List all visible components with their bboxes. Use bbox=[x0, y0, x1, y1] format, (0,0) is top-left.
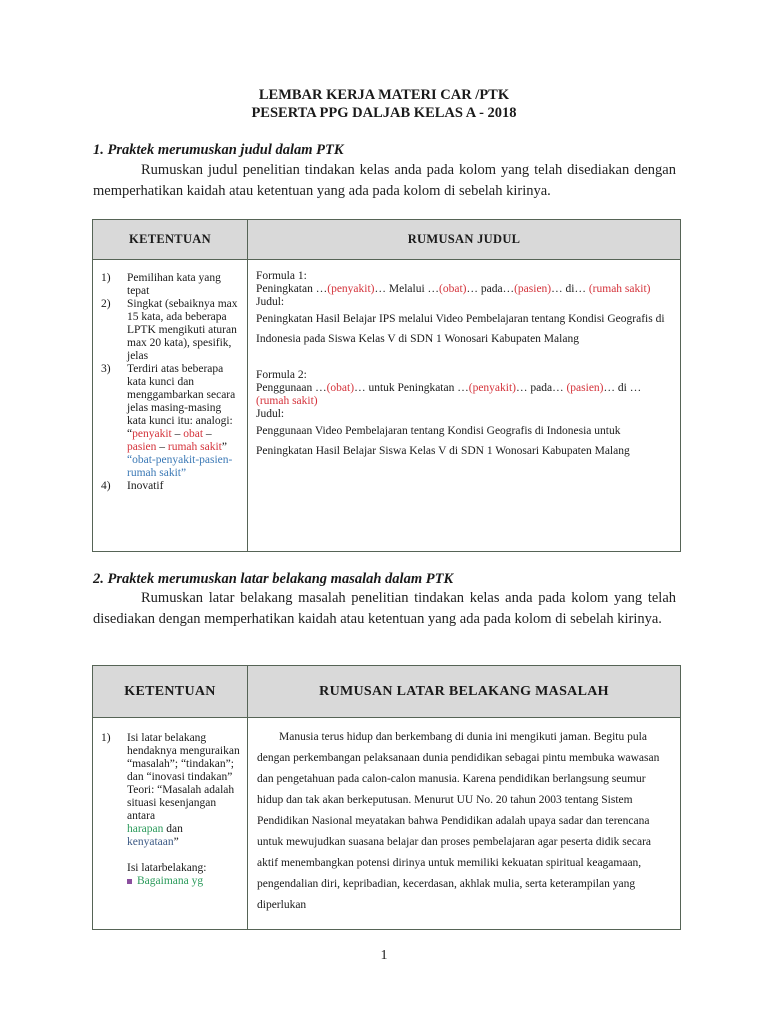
judul-table-header-ketentuan: KETENTUAN bbox=[93, 220, 248, 260]
isi-latar-label: Isi latarbelakang: bbox=[127, 862, 207, 874]
document-title: LEMBAR KERJA MATERI CAR /PTK bbox=[258, 87, 510, 103]
judul-ketentuan-cell bbox=[93, 260, 248, 552]
analogy-red: “penyakit – obat – pasien – rumah sakit” bbox=[127, 428, 227, 453]
analogy-blue: “obat-penyakit-pasien-rumah sakit” bbox=[127, 454, 233, 479]
ketentuan-item: 4) Inovatif bbox=[101, 480, 164, 492]
latar-table-header-ketentuan: KETENTUAN bbox=[93, 666, 248, 718]
formula1: Formula 1: Peningkatan …(penyakit)… Melalui …(obat)… pada…(pasien)… di… (rumah sakit) Judul: bbox=[256, 270, 672, 309]
page-number: 1 bbox=[380, 948, 388, 963]
latar-belakang-table bbox=[92, 665, 681, 930]
latar-ketentuan-list bbox=[101, 732, 241, 888]
latar-ketentuan-cell bbox=[93, 718, 248, 930]
formula2-pattern: Penggunaan …(obat)… untuk Peningkatan …(penyakit)… pada… (pasien)… di … (rumah sakit) bbox=[256, 382, 642, 407]
section1-heading: 1. Praktek merumuskan judul dalam PTK bbox=[93, 142, 344, 158]
ketentuan-item: 2) Singkat (sebaiknya max 15 kata, ada beberapa LPTK mengikuti aturan max 20 kata), spesifik, jelas bbox=[101, 298, 238, 362]
background-text: Manusia terus hidup dan berkembang di dunia ini mengikuti jaman. Begitu pula dengan perkembangan pelaksanaan dunia pendidikan sebagai pintu membuka wawasan dan pengetahuan pada calon-calon manusia. Karena pendidikan berlangsung seumur hidup dan tak akan berkeputusan. Menurut UU No. 20 tahun 2003 tentang Sistem Pendidikan Nasional meyatakan bahwa Pendidikan adalah upaya sadar dan terencana untuk mewujudkan suasana belajar dan proses pembelajaran agar peserta didik secara aktif menembangkan potensi dirinya untuk memiliki kekuatan spiritual keagamaan, pengendalian diri, kepribadian, kecerdasan, akhlak mulia, serta keterampilan yang diperlukan bbox=[257, 731, 660, 911]
formula2: Formula 2: Penggunaan …(obat)… untuk Peningkatan …(penyakit)… pada… (pasien)… di … (rumah sakit) Judul: bbox=[256, 369, 672, 421]
latar-rumusan-cell bbox=[248, 718, 681, 930]
formula1-pattern: Peningkatan …(penyakit)… Melalui …(obat)… pada…(pasien)… di… (rumah sakit) bbox=[256, 283, 651, 295]
judul-rumusan-cell bbox=[248, 260, 681, 552]
ketentuan-item: 1) Isi latar belakang hendaknya menguraikan “masalah”; “tindakan”; dan “inovasi tindakan” Teori: “Masalah adalah situasi kesenjangan antara harapan dan kenyataan” Isi latarbelakang: Bagaimana yg bbox=[101, 732, 240, 887]
formula2-judul: Penggunaan Video Pembelajaran tentang Kondisi Geografis di Indonesia untuk Peningkatan Hasil Belajar Siswa Kelas V di SDN 1 Wonosari Kabupaten Malang bbox=[256, 425, 630, 457]
formula1-judul: Peningkatan Hasil Belajar IPS melalui Video Pembelajaran tentang Kondisi Geografis di Indonesia pada Siswa Kelas V di SDN 1 Wonosari Kabupaten Malang bbox=[256, 313, 665, 345]
document-subtitle: PESERTA PPG DALJAB KELAS A - 2018 bbox=[251, 105, 517, 121]
latar-table-header-rumusan: RUMUSAN LATAR BELAKANG MASALAH bbox=[248, 666, 681, 718]
judul-table bbox=[92, 219, 681, 552]
section1-instruction: Rumuskan judul penelitian tindakan kelas anda pada kolom yang telah disediakan dengan memperhatikan kaidah atau ketentuan yang ada pada kolom di sebelah kirinya. bbox=[93, 162, 676, 199]
bullet-icon bbox=[127, 879, 132, 884]
ketentuan-list bbox=[101, 272, 241, 493]
ketentuan-item: 3) Terdiri atas beberapa kata kunci dan menggambarkan secara jelas masing-masing kata kunci itu: analogi: “penyakit – obat – pasien – rumah sakit” “obat-penyakit-pasien-rumah sakit” bbox=[101, 363, 236, 479]
section2-instruction: Rumuskan latar belakang masalah penelitian tindakan kelas anda pada kolom yang telah disediakan dengan memperhatikan kaidah atau ketentuan yang ada pada kolom di sebelah kirinya. bbox=[93, 590, 676, 627]
isi-latar-bullet: Bagaimana yg bbox=[137, 875, 204, 887]
section2-heading: 2. Praktek merumuskan latar belakang masalah dalam PTK bbox=[93, 571, 454, 587]
judul-table-header-rumusan: RUMUSAN JUDUL bbox=[248, 220, 681, 260]
ketentuan-item: 1) Pemilihan kata yang tepat bbox=[101, 272, 221, 297]
